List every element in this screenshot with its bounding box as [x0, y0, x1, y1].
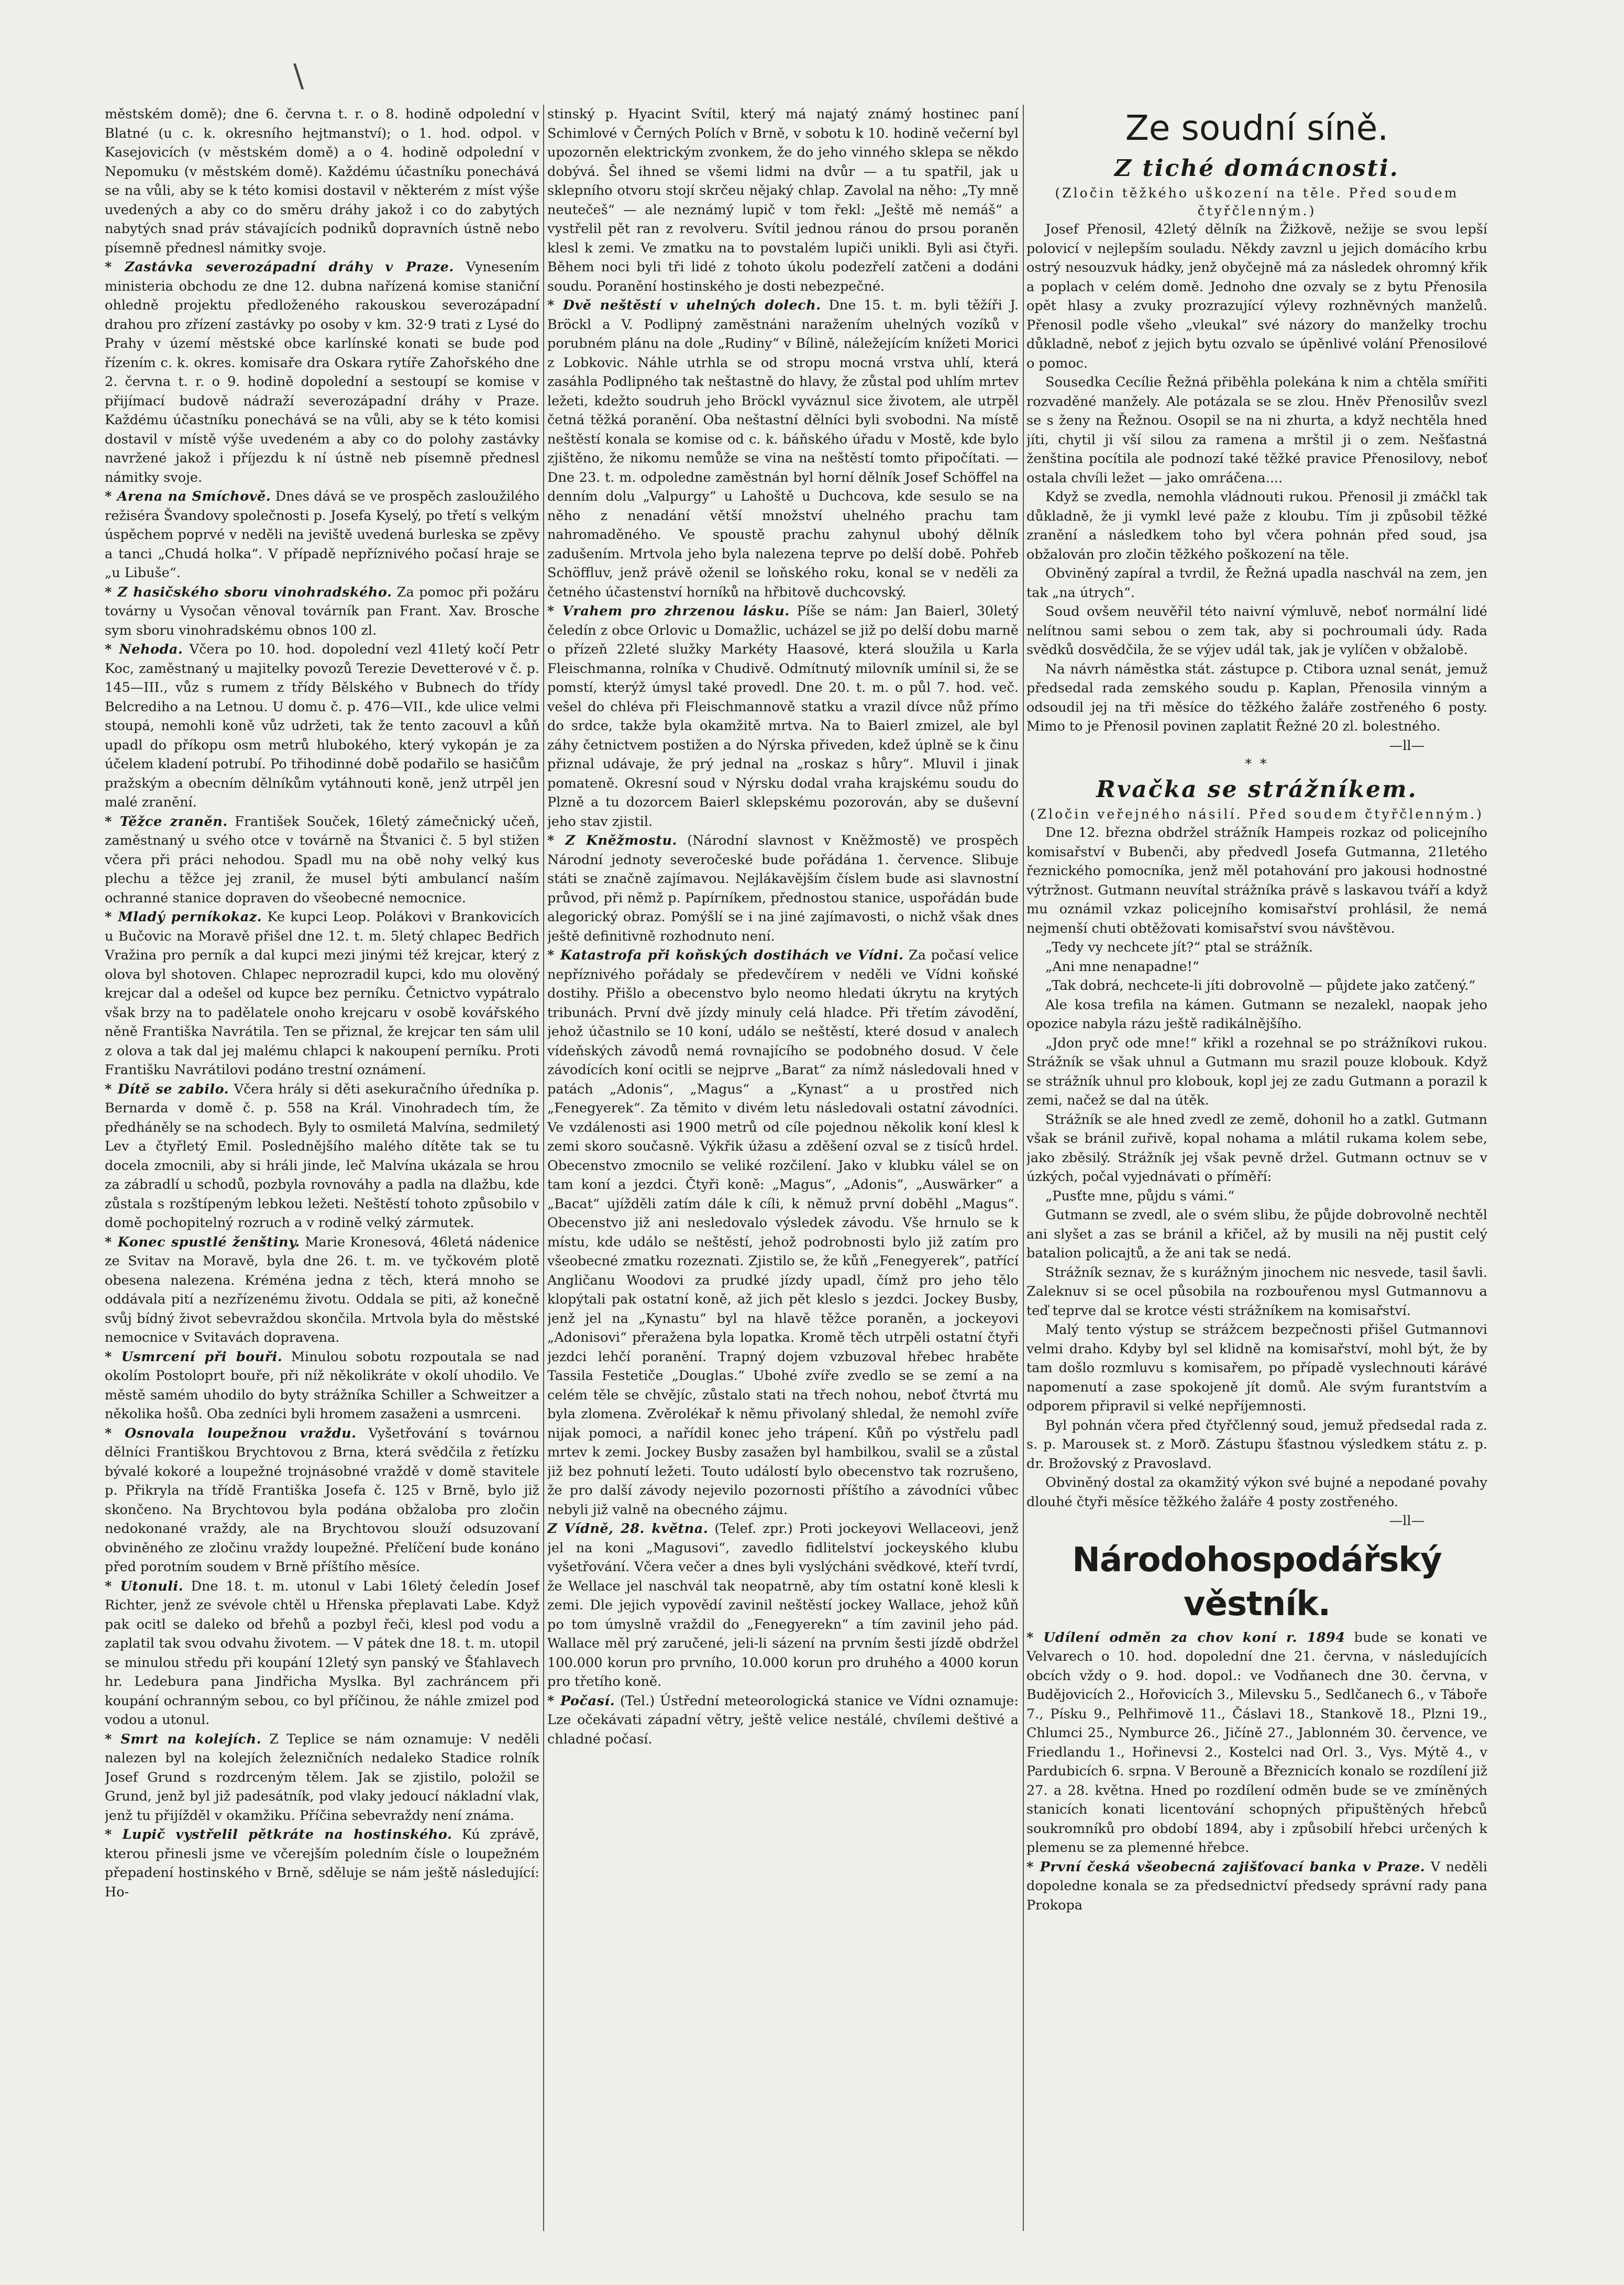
news-item-text: Minulou sobotu rozpoutala se nad okolím Postoloprt bouře, při níž několikráte v okolí uhodilo. Ve městě samém uhodilo do byty strážníka Schiller a Schweitzer a několika hošů. Oba zedníci byli hromem zasaženi a usmrceni.: [105, 1349, 539, 1422]
paragraph: Na návrh náměstka stát. zástupce p. Ctibora uznal senát, jemuž předsedal rada zemského soudu p. Kaplan, Přenosila vinným a odsoudil jej na tři měsíce do těžkého žaláře zostřeného 6 posty. Mimo to je Přenosil povinen zaplatit Řežné 20 zl. bolestného.: [1026, 661, 1487, 734]
news-item-headline: * Usmrcení při bouři.: [105, 1349, 283, 1365]
paragraph: Obviněný zapíral a tvrdil, že Řežná upadla naschvál na zem, jen tak „na útrych“.: [1026, 566, 1487, 601]
news-item-headline: * Z Kněžmostu.: [547, 833, 677, 848]
news-item-text: bude se konati ve Velvarech o 10. hod. dopolední dne 21. června, v následujících obcích vždy o 9. hod. dopol.: ve Vodňanech dne 30. června, v Budějovicích 2., Hořovicích 3., Milevsku 5., Sedlčanech 6., v Táboře 7., Písku 9., Pelhřimově 11., Čáslavi 18., Stankově 18., Plzni 19., Chlumci 25., Nymburce 26., Jičíně 27., Jablonném 30. července, ve Friedlandu 1., Hořinevsi 2., Kostelci nad Orl. 3., Vys. Mýtě 4., v Pardubicích 6. srpna. V Berouně a Březnicích konalo se rozdílení již 27. a 28. května. Hned po rozdílení odměn bude se ve zmíněných stanicích konati licentování schopných připuštěných hřebců soukromníků pro období 1894, aby i způsobilí hřebci určených k plemenu se za plemenné hřebce.: [1026, 1629, 1487, 1856]
article-subtitle: (Zločin veřejného násilí. Před soudem čtyřčlenným.): [1030, 807, 1484, 822]
news-item-text: stinský p. Hyacint Svítil, který má najatý známý hostinec paní Schimlové v Černých Polích v Brně, v sobotu k 10. hodině večerní byl upozorněn elektrickým zvonkem, že do jeho vinného sklepa se někdo dobývá. Šel ihned se všemi lidmi na dvůr — a tu spatřil, jak u sklepního otvoru stojí skrčeu nějaký chlap. Zavolal na něho: „Ty mně neutečeš“ — ale neznámý lupič v tom řekl: „Ještě mě nemáš“ a vystřelil pět ran z revolveru. Svítil jednou ránou do prsou poraněn klesl k zemi. Ve zmatku na to povstalém lupiči unikli. Byli asi čtyři. Během noci byli tři lidé z tohoto úkolu podezřelí zatčeni a dodáni soudu. Poranění hostinského je dosti nebezpečné.: [547, 106, 1019, 294]
news-item-headline: * Těžce zraněn.: [105, 813, 228, 830]
news-item-headline: * Mladý perníkokaz.: [105, 909, 262, 925]
news-item: [105, 1730, 539, 1826]
news-item-text: Z Teplice se nám oznamuje: V neděli nalezen byl na kolejích železničních nedaleko Stadice rolník Josef Grund s rozdrceným tělem. Jak se zjistilo, položil se Grund, jenž byl již padesátník, pod vlaky jedoucí nákladní vlak, jenž tu přijížděl v okamžiku. Příčina sebevraždy není známa.: [105, 1731, 539, 1824]
paragraph: Strážník se ale hned zvedl ze země, dohonil ho a zatkl. Gutmann však se bránil zuřivě, kopal nohama a mlátil rukama kolem sebe, jako zběsilý. Strážník jej však pevně držel. Gutmann octnuv se v úzkých, počal vyjednávati o příměří:: [1026, 1111, 1487, 1185]
news-item: [105, 1080, 539, 1233]
paragraph: Dne 12. března obdržel strážník Hampeis rozkaz od policejního komisařství v Bubenči, aby předvedl Josefa Gutmanna, 21letého řeznického pomocníka, jenž měl potahování pro jakousi hodnostné výtržnost. Gutmann neuvítal strážníka právě s laskavou tváří a když mu oznámil vzkaz policejního komisařství prohlásil, že nemá nejmenší chuti obtěžovati komisařství svou návštěvou.: [1026, 825, 1487, 936]
paragraph: Strážník seznav, že s kurážným jinochem nic nesvede, tasil šavli. Zaleknuv si se ocel působila na rozbouřenou mysl Gutmannovu a teď teprve dal se krotce vésti strážníkem na komisařství.: [1026, 1264, 1487, 1319]
paragraph: Malý tento výstup se strážcem bezpečnosti přišel Gutmannovi velmi draho. Kdyby byl sel klidně na komisařství, mohl být, že by tam došlo rozmluvu s komisařem, po případě vyslechnouti kárávé napomenutí a zase spokojeně jít domů. Ale svým furantstvím a odporem připravil si velké nepříjemnosti.: [1026, 1322, 1487, 1414]
article-signature: —ll—: [1389, 737, 1424, 754]
news-item-text: Včera hrály si děti asekuračního úředníka p. Bernarda v domě č. p. 558 na Král. Vinohradech tím, že předháněly se na schodech. Byly to osmiletá Malvína, sedmiletý Lev a čtyřletý Emil. Poslednějšího malého dítěte tak se tu docela zmocnili, aby si hráli jinde, leč Malvína ukázala se hrou za zábradlí u schodů, pozbyla rovnováhy a padla na dlažbu, kde zůstala s rozštípeným lebkou ležeti. Neštěstí tohoto způsobilo v domě pochopitelný rozruch a v rodině velký zármutek.: [105, 1081, 539, 1231]
article-title: Z tiché domácnosti.: [1114, 155, 1399, 182]
news-item: [105, 640, 539, 812]
paragraph: „Tedy vy nechcete jít?“ ptal se strážník.: [1045, 940, 1313, 955]
news-item: [105, 1233, 539, 1348]
news-item-headline: * Dvě neštěstí v uhelných dolech.: [547, 297, 821, 313]
news-item-headline: * První česká všeobecná zajišťovací banka v Praze.: [1026, 1859, 1426, 1875]
news-item-text: Marie Kronesová, 46letá nádenice ze Svitav na Moravě, byla dne 26. t. m. ve tyčkovém plotě obesena nalezena. Kréména jedna z těch, která mnoho se oddávala pití a nezřízenému životu. Oddala se piti, až konečně svůj bídný život sebevraždou skončila. Mrtvola byla do městské nemocnice v Svitavách dopravena.: [105, 1234, 539, 1345]
news-item: [105, 1825, 539, 1902]
news-item-text: Kú zprávě, kterou přinesli jsme ve včerejším poledním čísle o loupežném přepadení hostinského v Brně, sděluje se nám ještě následující: Ho-: [105, 1827, 539, 1900]
news-item-headline: * Z hasičského sboru vinohradského.: [105, 584, 392, 600]
paragraph: „Pusťte mne, půjdu s vámi.“: [1045, 1188, 1235, 1204]
news-item-text: Za počasí velice nepříznivého pořádaly se předevčírem v neděli ve Vídni koňské dostihy. Přišlo a obecenstvo bylo neomo hledati úkrytu na krytých tribunách. První dvě jízdy minuly celá hladce. Při třetím závodění, jehož účastnilo se 10 koní, událo se neštěstí, které dosud v analech vídeňských závodů nemá rovnajícího se podobného dosud. V čele závodících koní ocitli se nejprve „Barat“ za nímž následovali hned v patách „Adonis“, „Magus“ a „Kynast“ a u prostřed nich „Fenegyerek“. Za těmito v divém letu následovali ostatní závodníci. Ve vzdálenosti asi 1900 metrů od cíle pojednou několik koní klesl k zemi skoro současně. Výkřik úžasu a zděšení ozval se z tisíců hrdel. Obecenstvo zmocnilo se veliké rozčilení. Jako v klubku válel se on tam koní a jezdci. Čtyři koně: „Magus“, „Adonis“, „Auswärker“ a „Bacat“ ujížděli zatím dále k cíli, k němuž první doběhl „Magus“. Obecenstvo již ani nesledovalo výsledek závodu. Vše hrnulo se k místu, kde událo se neštěstí, jehož podrobnosti bylo již zatím pro všeobecné zmatku rozeznati. Zjistilo se, že kůň „Fenegyerek“, patřící Angličanu Woodovi za prudké jízdy upadl, čímž pro jeho tělo klopýtali pak ostatní koně, až jich pět kleslo s jezdci. Jockey Busby, jenž jel na „Kynastu“ byl na hlavě těžce poraněn, a jockeyovi „Adonisovi“ přeražena byla lopatka. Kromě těch utrpěli ostatní čtyři jezdci lehčí poranění. Trapný dojem vzbuzoval hřebec hraběte Tassila Festetiče „Douglas.“ Ubohé zvíře zvedlo se se zemí a na celém těle se chvějíc, zůstalo stati na třech nohou, neboť čtvrtá mu byla zlomena. Zvěrolékař k němu přivolaný shledal, že nemohl zvíře nijak pomoci, a nařídil konec jeho trápení. Kůň po výstřelu padl mrtev k zemi. Jockey Busby zasažen byl hambilkou, svalil se a zůstal již bez pohnutí ležeti. Touto událostí bylo obecenstvo tak rozrušeno, že pro další závody nejevilo pozornosti příštího a závodníci vůbec nebyli již valně na obecného zájmu.: [547, 947, 1019, 1518]
news-item-text: V neděli dopoledne konala se za předsednictví předsedy správní rady pana Prokopa: [1026, 1859, 1487, 1913]
paragraph: Ale kosa trefila na kámen. Gutmann se nezalekl, naopak jeho opozice nabyla rázu ještě radikálnějšího.: [1026, 997, 1487, 1032]
news-item: [105, 908, 539, 1080]
news-item-headline: * Arena na Smíchově.: [105, 489, 271, 504]
news-item-headline: * Konec spustlé ženštiny.: [105, 1234, 300, 1250]
column-rule: [543, 105, 544, 2231]
column-3: [1026, 105, 1487, 2231]
news-item-headline: * Dítě se zabilo.: [105, 1081, 229, 1097]
news-item: [105, 812, 539, 908]
article-title: Rvačka se strážníkem.: [1096, 776, 1418, 803]
news-item-text: Včera po 10. hod. dopolední vezl 41letý kočí Petr Koc, zaměstnaný u majitelky povozů Terezie Devetterové v č. p. 145—III., vůz s rumem z třídy Bělského v Bubnech do třídy Belcrediho a na Letnou. U domu č. p. 476—VII., kde ulice velmi stoupá, nemohli koně vůz udržeti, tak že tento zacouvl a kůň upadl do příkopu osm metrů hlubokého, který vykopán je za účelem kladení potrubí. Po třihodinné době podařilo se hasičům pražským a obecním dělníkům vytáhnouti koně, jenž utrpěl jen malé zranění.: [105, 642, 539, 810]
news-item-text: František Souček, 16letý zámečnický učeň, zaměstnaný u svého otce v továrně na Štvanici č. 5 byl stižen včera při práci nehodou. Spadl mu na obě nohy velký kus plechu a těžce jej zranil, že musel býti ambulancí naším ochranné stanice dopraven do všeobecné nemocnice.: [105, 813, 539, 906]
news-item-text: Ke kupci Leop. Polákovi v Brankovicích u Bučovic na Moravě přišel dne 12. t. m. 5letý chlapec Bedřich Vražina pro perník a dal kupci mezi jinými též krejcar, který z olova byl shotoven. Chlapec neprozradil kupci, kdo mu olověný krejcar dal a odešel od kupce bez perníku. Četnictvo vypátralo však brzy na to padělatele onoho krejcaru v osobě kovářského něně Františka Navrátila. Ten se přiznal, že krejcar ten sám ulil z olova a tak dal jej malému chlapci k nakoupení perníku. Proti Františku Navrátilovi podáno trestní oznámení.: [105, 909, 539, 1078]
article-signature: —ll—: [1389, 1513, 1424, 1529]
news-item-text: (Telef. zpr.) Proti jockeyovi Wellaceovi, jenž jel na koni „Magusovi“, zavedlo fidlitelství jockeyského klubu vyšetřování. Včera večer a dnes byli vyslýcháni svědkové, kteří tvrdí, že Wellace jel naschvál tak neopatrně, aby tím ostatní koně klesli k zemi. Dle jejich vypovědí zavinil neštěstí jockey Wallace, jehož kůň po tom úmyslně vraždil do „Fenegyerekn“ a tím zavinil jeho pád. Wallace měl prý zaručené, jeli-li sázení na prvním šesti jízdě obdržel 100.000 korun pro prvního, 10.000 korun pro druhého a 4000 korun pro třetího koně.: [547, 1521, 1019, 1690]
news-item-text: Píše se nám: Jan Baierl, 30letý čeledín z obce Orlovic u Domažlic, ucházel se již po delší dobu marně o přízeň 22leté služky Markéty Haasové, která sloužila u Karla Fleischmanna, rolníka v Chudivě. Odmítnutý milovník umínil si, že se pomstí, kterýž úmysl také provedl. Dne 20. t. m. o půl 7. hod. več. vešel do chléva při Fleischmannově statku a vrazil dívce nůž přímo do srdce, takže byla okamžitě mrtva. Na to Baierl zmizel, ale byl záhy četnictvem postižen a do Nýrska přiveden, kdež úplně se k činu přiznal udávaje, že prý jednal na „roskaz s hůry“. Mluvil i jinak pomateně. Okresní soud v Nýrsku dodal vraha krajskému soudu do Plzně a tu dozorcem Baierl sklepskému pozorován, aby se duševní jeho stav zjistil.: [547, 603, 1019, 830]
section-title: Ze soudní síně.: [1125, 108, 1389, 148]
column-rule: [1023, 105, 1024, 2231]
column-1: [105, 105, 539, 2231]
news-item: [105, 105, 539, 258]
paragraph: Byl pohnán včera před čtyřčlenný soud, jemuž předsedal rada z. s. p. Marousek st. z Morð. Zástupu šťastnou výsledkem státu z. p. dr. Brožovský z Pravoslavd.: [1026, 1417, 1487, 1472]
page-mark: \: [293, 58, 304, 94]
news-item-headline: * Katastrofa při koňských dostihách ve Vídni.: [547, 947, 904, 963]
paragraph: „Ani mne nenapadne!“: [1045, 958, 1199, 975]
news-item-headline: * Zastávka severozápadní dráhy v Praze.: [105, 259, 454, 275]
economic-section-title: Národohospodářský věstník.: [1072, 1540, 1442, 1624]
paragraph: Gutmann se zvedl, ale o svém slibu, že půjde dobrovolně nechtěl ani slyšet a zas se bránil a křičel, až by musili na něj pustit celý batalion policajtů, a že ani tak se nedá.: [1026, 1207, 1487, 1261]
news-item-text: (Tel.) Ústřední meteorologická stanice ve Vídni oznamuje: Lze očekávati západní větry, ještě velice nestálé, chvílemi deštivé a chladné počasí.: [547, 1693, 1019, 1747]
news-item: [105, 1577, 539, 1730]
news-item-text: Za pomoc při požáru továrny u Vysočan věnoval továrník pan Frant. Xav. Brosche sym sboru vinohradskému obnos 100 zl.: [105, 584, 539, 638]
news-item-headline: * Počasí.: [547, 1693, 615, 1709]
news-item: [547, 1519, 1019, 1692]
news-item: [105, 583, 539, 641]
news-item: [547, 1692, 1019, 1749]
news-item-text: (Národní slavnost v Kněžmostě) ve prospěch Národní jednoty severočeské bude pořádána 1. července. Slibuje státi se značně zajímavou. Nejlákavějším číslem bude asi slavnostní průvod, při němž p. Papírníkem, přednostou stanice, uspořádán bude alegorický obraz. Pomýšlí se i na jiné zajímavosti, o nichž však dnes ještě definitivně rozhodnuto není.: [547, 833, 1019, 944]
paragraph: „Jdon pryč ode mne!“ křikl a rozehnal se po strážníkovi rukou. Strážník se však uhnul a Gutmann mu srazil pouze klobouk. Když se strážník uhnul pro klobouk, kopl jej ze zadu Gutmann a porazil k zemi, načež se dal na útěk.: [1026, 1035, 1487, 1108]
news-item-text: Dne 18. t. m. utonul v Labi 16letý čeledín Josef Richter, jenž ze svévole chtěl u Hřenska přeplavati Labe. Když pak ocitl se daleko od břehů a pozbyl řeči, klesl pod vodu a zaplatil tak svou odvahu životem. — V pátek dne 18. t. m. utopil se minulou středu při koupání 12letý syn panský ve Šťahlavech hr. Ledebura pana Jindřicha Myslka. Byl zachráncem při koupání ochranným sebou, co byl příčinou, že náhle zmizel pod vodou a utonul.: [105, 1578, 539, 1728]
paragraph: Soud ovšem neuvěřil této naivní výmluvě, neboť normální lidé nelítnou sami sebou o zem tak, aby si pochroumali údy. Rada svědků dosvědčila, že se výjev udál tak, jak je vylíčen v obžalobě.: [1026, 604, 1487, 658]
paragraph: Když se zvedla, nemohla vládnouti rukou. Přenosil ji zmáčkl tak důkladně, že ji vymkl levé paže z kloubu. Tím ji způsobil těžké zranění a následkem toho byl včera pohnán před soud, jsa obžalován pro zločin těžkého poškození na těle.: [1026, 489, 1487, 562]
news-item: [105, 258, 539, 487]
news-item: [1026, 1858, 1487, 1915]
news-item-headline: * Utonuli.: [105, 1578, 184, 1594]
news-item: [105, 487, 539, 583]
paragraph: Josef Přenosil, 42letý dělník na Žižkově, nežije se svou lepší polovicí v nejlepším souladu. Někdy zavznl u jejich domácího krbu ostrý nesouzvuk hádky, jenž obyčejně má za následek ohromný křik a poplach v celém domě. Jednoho dne ozvaly se z bytu Přenosila opět hlasy a zvuky prozrazující výlevy rozhněvných manželů. Přenosil podle všeho „vleukal“ své názory do manželky trochu důkladně, neboť z jejich bytu ozvalo se úpěnlivé volání Přenosilové o pomoc.: [1026, 222, 1487, 371]
news-item: [547, 831, 1019, 946]
news-item-headline: * Smrt na kolejích.: [105, 1731, 262, 1747]
news-item-text: Vyšetřování s továrnou dělníci Františkou Brychtovou z Brna, která svědčila z řetízku bývalé kokoré a loupežné trojnásobné vraždě v domě stavitele p. Přikryla na třídě Františka Josefa č. 125 v Brně, bylo již skončeno. Na Brychtovou byla podána obžaloba pro zločin nedokonané vraždy, ale na Brychtovou slouží odsuzovaní obviněného ze zločinu vraždy loupežné. Přelíčení bude konáno před porotním soudem v Brně příštího měsíce.: [105, 1425, 539, 1575]
news-item-text: Dne 15. t. m. byli těžíři J. Bröckl a V. Podlipný zaměstnáni naražením uhelných vozíků v porubném plánu na dole „Rudiny“ v Bílině, náležejícím knížeti Morici z Lobkovic. Náhle utrhla se od stropu mocná vrstva uhlí, která zasáhla Podlipného tak neštastně do hlavy, že zůstal pod uhlím mrtev ležeti, kdežto soudruh jeho Bröckl vyváznul sice životem, ale utrpěl četná těžká poranění. Oba neštastní dělníci byli svobodni. Na místě neštěstí konala se komise od c. k. báňského úřadu v Mostě, kde bylo zjištěno, že nikomu nemůže se vina na neštěstí tomto připočítati. — Dne 23. t. m. odpoledne zaměstnán byl horní dělník Josef Schöffel na denním dolu „Valpurgy“ u Lahoště u Duchcova, kde sesulo se na něho z nenadání větší množství uhelného prachu tam nahromaděného. Ve spoustě prachu zahynul ubohý dělník zadušením. Mrtvola jeho byla nalezena teprve po delší době. Pohřeb Schöffluv, jenž právě oženil se loňského roku, konal se v neděli za četného účastenství horníků na hřbitově duchcovský.: [547, 297, 1019, 600]
news-item: [547, 105, 1019, 296]
news-item-text: městském domě); dne 6. června t. r. o 8. hodině odpolední v Blatné (u c. k. okresního hejtmanství); o 1. hod. odpol. v Kasejovicích (v městském domě) a o 4. hodině odpolední v Nepomuku (v městském domě). Každému účastníku ponechává se na vůli, aby se k této komisi dostavil v některém z míst výše uvedených a aby co do směru dráhy jakož i co do zabytých nabytých snad práv stávajících podniků dopravních ústně nebo písemně přednesl námitky svoje.: [105, 106, 539, 256]
news-item-headline: * Nehoda.: [105, 642, 183, 657]
news-item-headline: * Lupič vystřelil pětkráte na hostinského.: [105, 1827, 452, 1842]
news-item: [547, 296, 1019, 602]
article-body: [1026, 823, 1487, 1511]
news-item-text: Vynesením ministeria obchodu ze dne 12. dubna nařízená komise staniční ohledně projektu předloženého rakouskou severozápadní drahou pro zřízení zastávky po osoby v km. 32·9 trati z Lysé do Prahy v území městské obce karlínské konati se bude pod řízením c. k. okres. komisaře dra Oskara rytíře Zahořského dne 2. června t. r. o 9. hodině dopolední a sestoupí se komise v přijímací budově nádraží severozápadní dráhy v Praze. Každému účastníku ponechává se na vůli, aby se k této komisi dostavil v místě výše uvedeném a aby co do polohy zastávky navržené jakož i příjezdu k ní ústně neb písemně přednesl námitky svoje.: [105, 259, 539, 485]
paragraph: Sousedka Cecílie Řežná přiběhla polekána k nim a chtěla smířiti rozvaděné manžely. Ale potázala se se zlou. Hněv Přenosilův svezl se s ženy na Řežnou. Osopil se na ni zhurta, a když nechtěla hned jíti, chytil ji vší silou za ramena a mrštil ji o zem. Nešťastná ženština pocítila ale podnozí také těžké pravice Přenosilovy, neboť ostala chvíli ležet — jako omráčena....: [1026, 374, 1487, 486]
paragraph: Obviněný dostal za okamžitý výkon své bujné a nepodané povahy dlouhé čtyři měsíce těžkého žaláře 4 posty zostřeného.: [1026, 1475, 1487, 1510]
news-item-headline: * Osnovala loupežnou vraždu.: [105, 1425, 357, 1441]
news-item-text: Dnes dává se ve prospěch zasloužilého režiséra Švandovy společnosti p. Josefa Kyselý, po třetí s velkým úspěchem poprvé v neděli na jeviště uvedená burleska se zpěvy a tanci „Chudá holka“. V případě nepříznivého počasí hraje se „u Libuše“.: [105, 489, 539, 581]
news-item-headline: * Udílení odměn za chov koní r. 1894: [1026, 1629, 1345, 1646]
article-body: [1026, 220, 1487, 736]
news-item: [547, 602, 1019, 831]
news-item: [1026, 1628, 1487, 1858]
article-subtitle: (Zločin těžkého uškození na těle. Před soudem čtyřčlenným.): [1055, 185, 1459, 218]
divider: * *: [1245, 756, 1269, 771]
column-2: [547, 105, 1019, 2231]
news-item: [547, 946, 1019, 1519]
article-body: [1026, 1628, 1487, 1915]
news-item-headline: Z Vídně, 28. května.: [547, 1521, 709, 1537]
news-item-headline: * Vrahem pro zhrzenou lásku.: [547, 603, 790, 619]
news-item: [105, 1424, 539, 1577]
paragraph: „Tak dobrá, nechcete-li jíti dobrovolně — půjdete jako zatčený.“: [1045, 978, 1476, 994]
news-item: [105, 1348, 539, 1424]
